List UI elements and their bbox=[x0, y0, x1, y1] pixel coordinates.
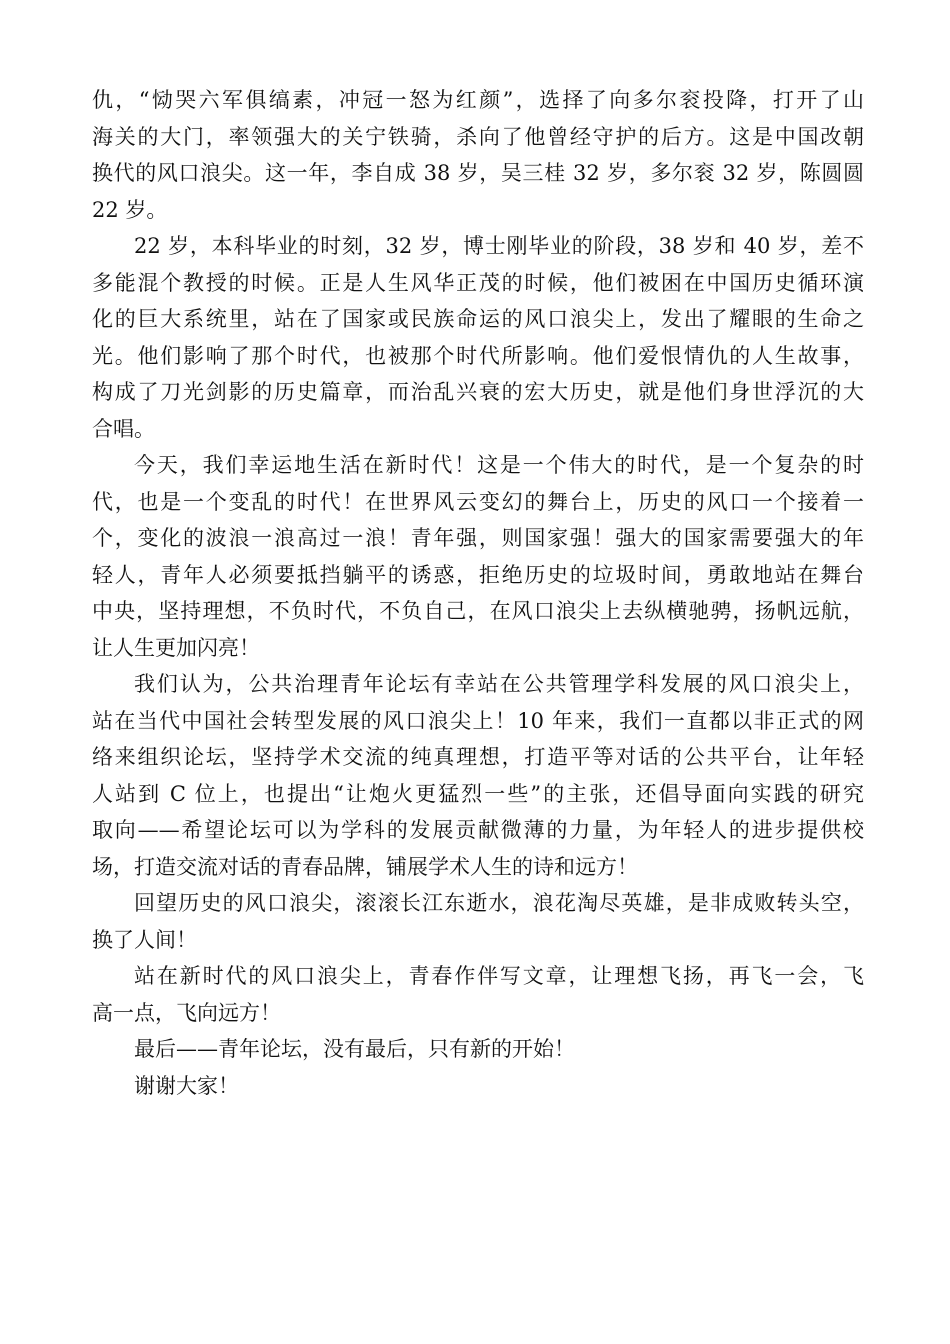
paragraph-5 bbox=[92, 885, 864, 958]
text-line: 今天，我们幸运地生活在新时代！这是一个伟大的时代，是一个复杂的时 bbox=[134, 453, 864, 477]
paragraph-3 bbox=[92, 447, 864, 666]
text-line: 中央，坚持理想，不负时代，不负自己，在风口浪尖上去纵横驰骋，扬帆远航， bbox=[92, 599, 864, 623]
text-line: 换代的风口浪尖。这一年，李自成 38 岁，吴三桂 32 岁，多尔衮 32 岁，陈圆圆 bbox=[92, 161, 864, 185]
text-line: 代，也是一个变乱的时代！在世界风云变幻的舞台上，历史的风口一个接着一 bbox=[92, 489, 864, 514]
text-line: 22 岁，本科毕业的时刻，32 岁，博士刚毕业的阶段，38 岁和 40 岁，差不 bbox=[134, 234, 864, 258]
text-line: 光。他们影响了那个时代，也被那个时代所影响。他们爱恨情仇的人生故事， bbox=[92, 343, 864, 368]
document-body bbox=[92, 82, 864, 1104]
text-line: 站在当代中国社会转型发展的风口浪尖上！10 年来，我们一直都以非正式的网 bbox=[92, 708, 864, 733]
text-line: 轻人，青年人必须要抵挡躺平的诱惑，拒绝历史的垃圾时间，勇敢地站在舞台 bbox=[92, 562, 864, 587]
paragraph-1 bbox=[92, 82, 864, 228]
text-line: 我们认为，公共治理青年论坛有幸站在公共管理学科发展的风口浪尖上， bbox=[134, 672, 864, 696]
text-line: 构成了刀光剑影的历史篇章，而治乱兴衰的宏大历史，就是他们身世浮沉的大 bbox=[92, 380, 864, 404]
paragraph-8 bbox=[92, 1068, 864, 1105]
text-line: 多能混个教授的时候。正是人生风华正茂的时候，他们被困在中国历史循环演 bbox=[92, 270, 864, 295]
paragraph-4 bbox=[92, 666, 864, 885]
text-line: 让人生更加闪亮！ bbox=[92, 635, 260, 660]
text-line: 换了人间！ bbox=[92, 927, 197, 952]
paragraph-6 bbox=[92, 958, 864, 1031]
paragraph-7 bbox=[92, 1031, 864, 1068]
text-line: 合唱。 bbox=[92, 416, 155, 441]
text-line: 化的巨大系统里，站在了国家或民族命运的风口浪尖上，发出了耀眼的生命之 bbox=[92, 307, 864, 331]
text-line: 仇，“恸哭六军俱缟素，冲冠一怒为红颜”，选择了向多尔衮投降，打开了山 bbox=[92, 88, 864, 112]
text-line: 谢谢大家！ bbox=[134, 1073, 239, 1098]
text-line: 回望历史的风口浪尖，滚滚长江东逝水，浪花淘尽英雄，是非成败转头空， bbox=[134, 891, 864, 915]
text-line: 场，打造交流对话的青春品牌，铺展学术人生的诗和远方！ bbox=[92, 854, 638, 879]
text-line: 人站到 C 位上，也提出“让炮火更猛烈一些”的主张，还倡导面向实践的研究 bbox=[92, 781, 864, 806]
paragraph-2 bbox=[92, 228, 864, 447]
text-line: 个，变化的波浪一浪高过一浪！青年强，则国家强！强大的国家需要强大的年 bbox=[92, 526, 864, 550]
text-line: 22 岁。 bbox=[92, 197, 168, 222]
text-line: 最后——青年论坛，没有最后，只有新的开始！ bbox=[134, 1037, 575, 1061]
text-line: 站在新时代的风口浪尖上，青春作伴写文章，让理想飞扬，再飞一会，飞 bbox=[134, 964, 864, 988]
text-line: 取向——希望论坛可以为学科的发展贡献微薄的力量，为年轻人的进步提供校 bbox=[92, 818, 864, 842]
text-line: 海关的大门，率领强大的关宁铁骑，杀向了他曾经守护的后方。这是中国改朝 bbox=[92, 124, 864, 149]
text-line: 络来组织论坛，坚持学术交流的纯真理想，打造平等对话的公共平台，让年轻 bbox=[92, 745, 864, 769]
text-line: 高一点，飞向远方！ bbox=[92, 1000, 281, 1025]
